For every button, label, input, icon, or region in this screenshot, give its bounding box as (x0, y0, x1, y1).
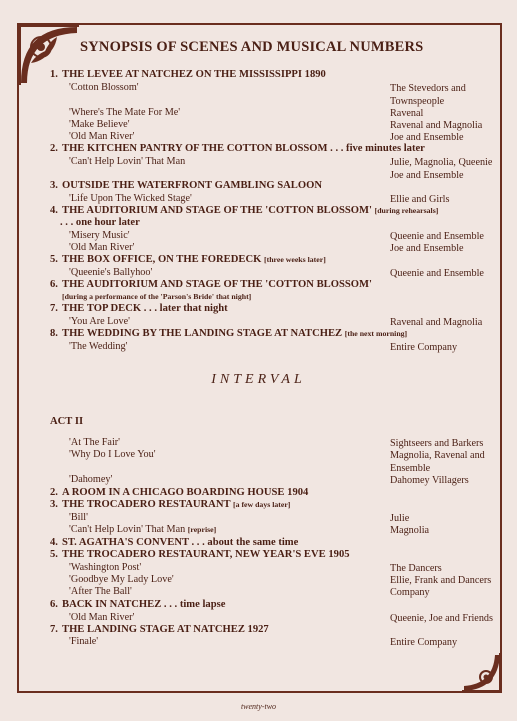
scene-title: THE LEVEE AT NATCHEZ ON THE MISSISSIPPI 1890 (62, 69, 326, 80)
song-title: 'Can't Help Lovin' That Man (69, 524, 186, 535)
act1-scene-3-heading (50, 180, 322, 191)
song-washington-post: 'Washington Post' (69, 562, 142, 573)
scene-number: 8. (50, 328, 58, 339)
performer: Julie, Magnolia, Queenie Joe and Ensemble (390, 157, 493, 181)
interval-heading: INTERVAL (211, 372, 306, 387)
scene-number: 5. (50, 549, 58, 560)
act1-scene-4-heading (50, 205, 438, 216)
performer: Magnolia, Ravenal and Ensemble (390, 450, 485, 474)
scene-title: THE TOP DECK . . . later that night (62, 303, 228, 314)
page-number: twenty-two (240, 702, 277, 711)
song-why-do-i-love-you: 'Why Do I Love You' (69, 449, 156, 460)
scene-number: 2. (50, 487, 58, 498)
act1-scene-1-heading (50, 69, 326, 80)
scene-title: THE AUDITORIUM AND STAGE OF THE 'COTTON BLOSSOM' (62, 205, 372, 216)
song-dahomey: 'Dahomey' (69, 474, 113, 485)
scene-title: THE AUDITORIUM AND STAGE OF THE 'COTTON BLOSSOM' (62, 279, 372, 290)
song-queenies-ballyhoo: 'Queenie's Ballyhoo' (69, 267, 153, 278)
song-after-the-ball: 'After The Ball' (69, 586, 132, 597)
performer: Dahomey Villagers (390, 475, 469, 486)
scene-number: 3. (50, 180, 58, 191)
performer: Queenie and Ensemble (390, 231, 484, 242)
scene-note: [three weeks later] (264, 255, 326, 264)
scene-title: THE BOX OFFICE, ON THE FOREDECK (62, 254, 262, 265)
scene-title: THE KITCHEN PANTRY OF THE COTTON BLOSSOM . . . five minutes later (62, 143, 425, 154)
scene-note: [during a performance of the 'Parson's Bride' that night] (62, 292, 252, 301)
act2-scene-3-heading (50, 499, 290, 510)
performer: Queenie and Ensemble (390, 268, 484, 279)
song-cant-help-lovin-reprise (69, 524, 216, 535)
song-old-man-river: 'Old Man River' (69, 612, 135, 623)
performer: Joe and Ensemble (390, 243, 464, 254)
scene-title: OUTSIDE THE WATERFRONT GAMBLING SALOON (62, 180, 322, 191)
act-ii-heading: ACT II (50, 416, 84, 427)
act2-scene-6-heading (50, 599, 225, 610)
scene-number: 4. (50, 205, 58, 216)
performer: Company (390, 587, 430, 598)
song-old-man-river: 'Old Man River' (69, 242, 135, 253)
performer: Sightseers and Barkers (390, 438, 484, 449)
performer: Julie (390, 513, 410, 524)
scene-number: 4. (50, 537, 58, 548)
performer: Entire Company (390, 637, 458, 648)
song-misery-music: 'Misery Music' (69, 230, 130, 241)
scene-note: [the next morning] (344, 329, 408, 338)
reprise-note: [reprise] (187, 525, 217, 534)
act1-scene-2-heading (50, 143, 425, 154)
performer: Joe and Ensemble (390, 132, 464, 143)
act1-scene-7-heading (50, 303, 228, 314)
scene-title: THE WEDDING BY THE LANDING STAGE AT NATCHEZ (62, 328, 343, 339)
song-finale: 'Finale' (69, 636, 99, 647)
song-the-wedding: 'The Wedding' (69, 341, 128, 352)
act2-scene-4-heading (50, 537, 298, 548)
performer: Magnolia (390, 525, 430, 536)
scene-number: 6. (50, 599, 58, 610)
song-at-the-fair: 'At The Fair' (69, 437, 121, 448)
scene-title: ST. AGATHA'S CONVENT . . . about the same time (62, 537, 299, 548)
performer: Ravenal (390, 108, 424, 119)
scene-number: 7. (50, 303, 58, 314)
scene-number: 2. (50, 143, 58, 154)
song-cotton-blossom: 'Cotton Blossom' (69, 82, 139, 93)
song-make-believe: 'Make Believe' (69, 119, 130, 130)
act1-scene-8-heading (50, 328, 407, 339)
song-you-are-love: 'You Are Love' (69, 316, 130, 327)
scene-title: A ROOM IN A CHICAGO BOARDING HOUSE 1904 (62, 487, 309, 498)
act2-scene-5-heading (50, 549, 350, 560)
scene-number: 3. (50, 499, 58, 510)
song-bill: 'Bill' (69, 512, 88, 523)
page-title: SYNOPSIS OF SCENES AND MUSICAL NUMBERS (80, 39, 424, 55)
performer: Queenie, Joe and Friends (390, 613, 493, 624)
act2-scene-2-heading (50, 487, 308, 498)
scene-title: THE LANDING STAGE AT NATCHEZ 1927 (62, 624, 269, 635)
scene-number: 7. (50, 624, 58, 635)
scene-note: [a few days later] (233, 500, 291, 509)
scene-title: THE TROCADERO RESTAURANT (62, 499, 231, 510)
song-cant-help-lovin: 'Can't Help Lovin' That Man (69, 156, 186, 167)
song-old-man-river: 'Old Man River' (69, 131, 135, 142)
performer: Ellie, Frank and Dancers (390, 575, 492, 586)
act1-scene-5-heading (50, 254, 326, 265)
performer: The Dancers (390, 563, 442, 574)
scene-number: 1. (50, 69, 58, 80)
performer: The Stevedors and Townspeople (390, 83, 466, 107)
scene-continuation: . . . one hour later (60, 217, 140, 228)
scene-number: 5. (50, 254, 58, 265)
song-goodbye-my-lady-love: 'Goodbye My Lady Love' (69, 574, 174, 585)
scene-note: [during rehearsals] (374, 206, 439, 215)
song-wicked-stage: 'Life Upon The Wicked Stage' (69, 193, 192, 204)
song-wheres-the-mate: 'Where's The Mate For Me' (69, 107, 181, 118)
scene-number: 6. (50, 279, 58, 290)
performer: Entire Company (390, 342, 458, 353)
performer: Ellie and Girls (390, 194, 450, 205)
scene-title: THE TROCADERO RESTAURANT, NEW YEAR'S EVE 1905 (62, 549, 350, 560)
scene-title: BACK IN NATCHEZ . . . time lapse (62, 599, 226, 610)
act2-scene-7-heading (50, 624, 269, 635)
act1-scene-6-heading (50, 279, 372, 290)
performer: Ravenal and Magnolia (390, 120, 483, 131)
ornament-corner-bottom-right (462, 653, 502, 693)
performer: Ravenal and Magnolia (390, 317, 483, 328)
